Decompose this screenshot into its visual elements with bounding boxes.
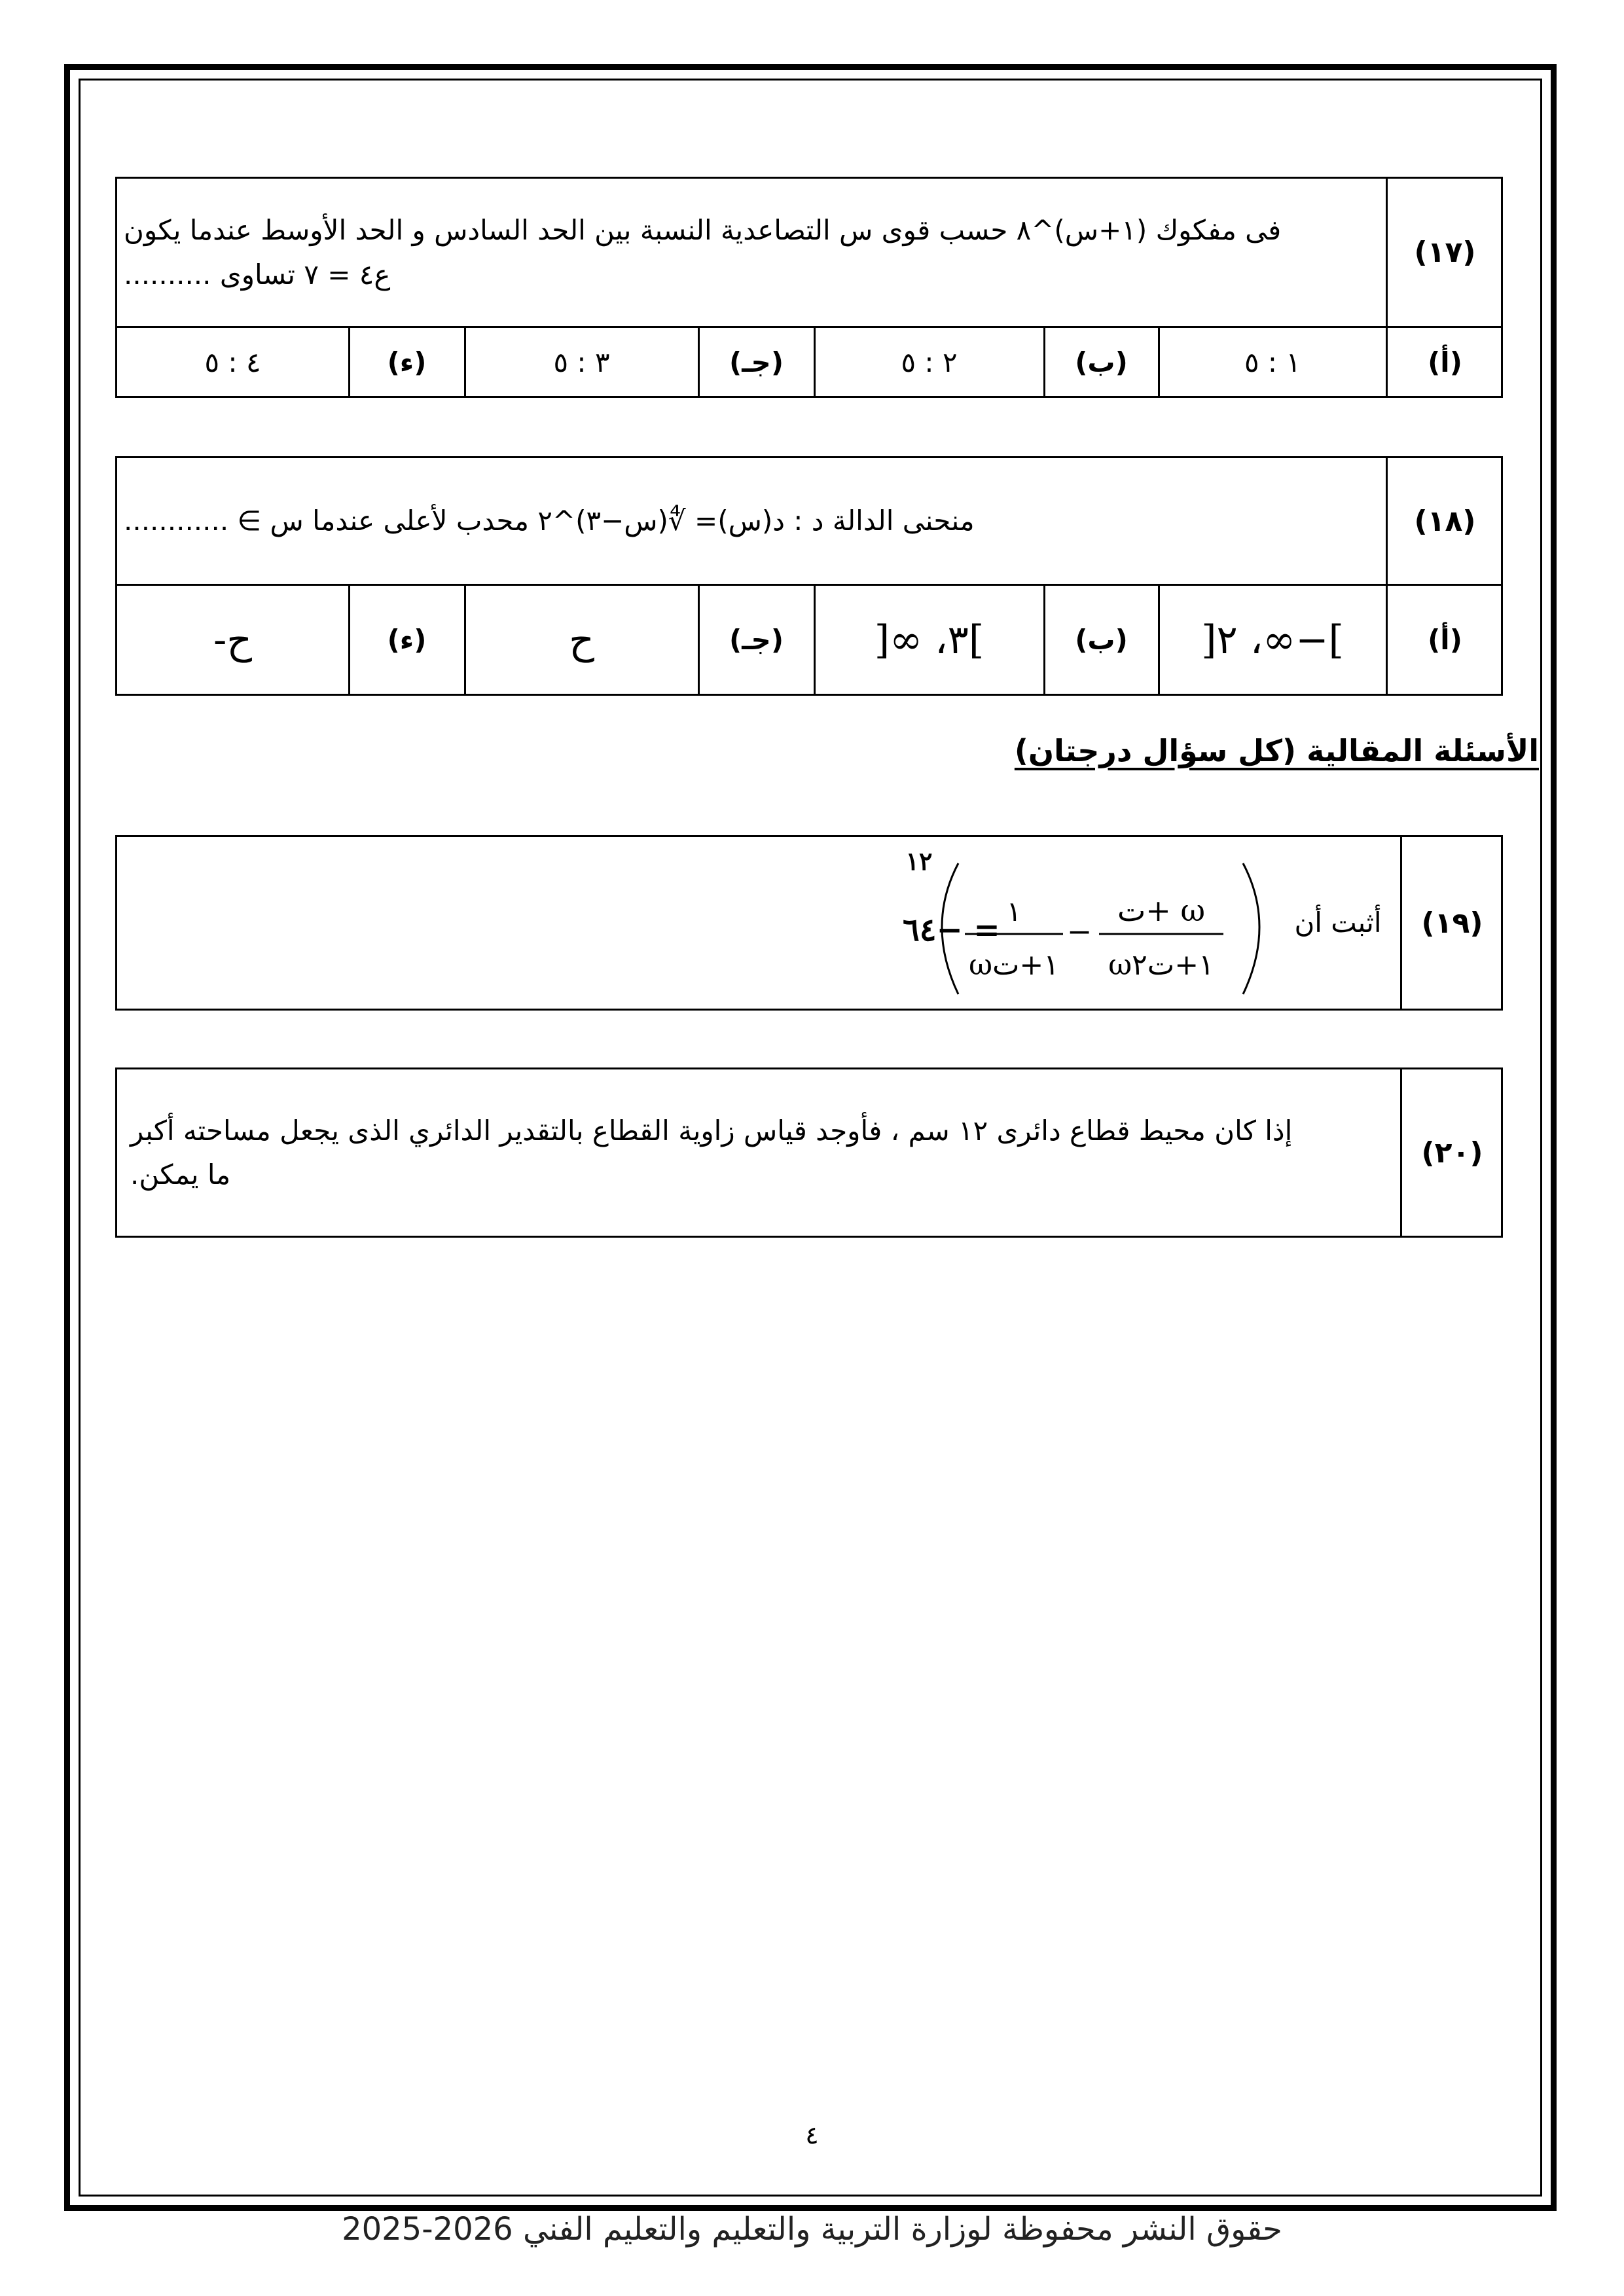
question-line-1: إذا كان محيط قطاع دائرى ١٢ سم ، فأوجد قياس زاوية القطاع بالتقدير الدائري الذى يجعل مساحته أكبر (130, 1114, 1293, 1147)
option-d-value[interactable]: ٤ : ٥ (204, 346, 261, 378)
option-c-label[interactable]: (جـ) (729, 346, 784, 378)
question-18-table (115, 456, 1503, 696)
question-stem (124, 458, 1380, 584)
fraction-1-denominator: ١+تω٢ (1108, 948, 1214, 982)
option-a-value[interactable]: ١ : ٥ (1244, 346, 1301, 378)
minus-sign: − (1066, 914, 1092, 949)
copyright-notice: حقوق النشر محفوظة لوزارة التربية والتعليم والتعليم الفني 2026-2025 (342, 2211, 1282, 2248)
question-19-table (115, 835, 1503, 1011)
question-number: (١٩) (1421, 906, 1483, 940)
stem-line-1: منحنى الدالة د : د(س)= ∜(س−٣)^٢ محدب لأعلى عندما س ∋ ............ (124, 505, 975, 537)
stem-line-2: ع٤ = ٧ تساوى .......... (124, 258, 391, 291)
option-b-value[interactable]: ٢ : ٥ (901, 346, 958, 378)
formula-result: = −٦٤ (903, 912, 1000, 948)
option-c-value[interactable]: ح (569, 617, 594, 663)
complex-number-formula (772, 844, 1282, 1007)
question-17-table (115, 177, 1503, 398)
option-b-label[interactable]: (ب) (1075, 624, 1128, 656)
question-number: (١٨) (1414, 504, 1476, 538)
page-number: ٤ (805, 2121, 819, 2149)
question-20-table (115, 1067, 1503, 1238)
option-c-value[interactable]: ٣ : ٥ (553, 346, 610, 378)
question-number: (٢٠) (1421, 1136, 1483, 1170)
question-text (130, 1069, 1387, 1236)
question-number: (١٧) (1414, 236, 1476, 269)
question-stem (124, 179, 1380, 326)
option-d-value[interactable]: ح- (213, 617, 253, 663)
option-a-label[interactable]: (أ) (1428, 624, 1462, 656)
option-d-label[interactable]: (ء) (387, 346, 427, 378)
question-prefix: أثبت أن (1294, 906, 1382, 939)
fraction-2-numerator: ١ (1006, 895, 1022, 927)
formula-exponent: ١٢ (905, 846, 933, 876)
option-b-label[interactable]: (ب) (1075, 346, 1128, 378)
stem-line-1: فى مفكوك (١+س)^٨ حسب قوى س التصاعدية النسبة بين الحد السادس و الحد الأوسط عندما يكون (124, 214, 1282, 247)
option-c-label[interactable]: (جـ) (729, 624, 784, 656)
option-b-value[interactable]: ]٣، ∞[ (874, 617, 984, 663)
option-a-label[interactable]: (أ) (1428, 346, 1462, 378)
fraction-1-numerator: ω +ت (1117, 893, 1205, 928)
option-a-value[interactable]: ]−∞، ٢[ (1201, 617, 1344, 663)
section-heading: الأسئلة المقالية (كل سؤال درجتان) (1014, 733, 1539, 768)
option-d-label[interactable]: (ء) (387, 624, 427, 656)
fraction-2-denominator: ١+تω (969, 948, 1059, 982)
question-line-2: ما يمكن. (130, 1158, 231, 1191)
